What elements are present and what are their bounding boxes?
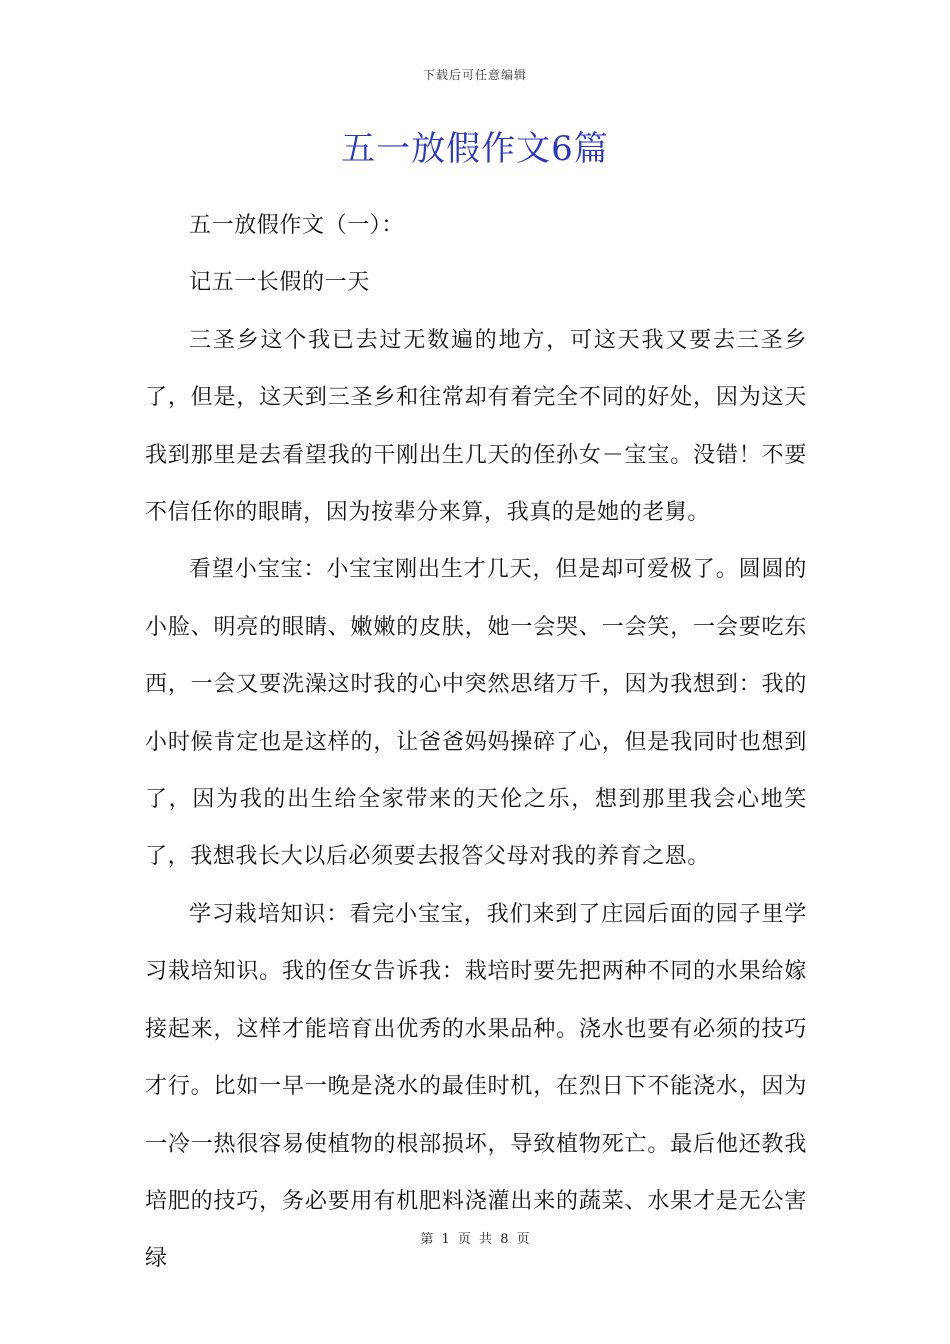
paragraph: 学习栽培知识：看完小宝宝，我们来到了庄园后面的园子里学习栽培知识。我的侄女告诉我：栽培时要先把两种不同的水果给嫁接起来，这样才能培育出优秀的水果品种。浇水也要有必须的技巧才行。比如一早一晚是浇水的最佳时机，在烈日下不能浇水，因为一冷一热很容易使植物的根部损坏，导致植物死亡。最后他还教我培肥的技巧，务必要用有机肥料浇灌出来的蔬菜、水果才是无公害绿 xyxy=(145,901,807,1272)
document-body xyxy=(145,197,807,1288)
paragraph: 三圣乡这个我已去过无数遍的地方，可这天我又要去三圣乡了，但是，这天到三圣乡和往常却有着完全不同的好处，因为这天我到那里是去看望我的干刚出生几天的侄孙女－宝宝。没错！不要不信任你的眼睛，因为按辈分来算，我真的是她的老舅。 xyxy=(145,327,807,526)
document-title: 五一放假作文6篇 xyxy=(341,129,609,169)
essay-title: 记五一长假的一天 xyxy=(189,270,370,296)
page-number-footer: 第 1 页 共 8 页 xyxy=(420,1232,530,1247)
header-note: 下载后可任意编辑 xyxy=(422,68,527,82)
section-heading: 五一放假作文（一）： xyxy=(189,213,405,238)
paragraph: 看望小宝宝：小宝宝刚出生才几天，但是却可爱极了。圆圆的小脸、明亮的眼睛、嫩嫩的皮肤，她一会哭、一会笑，一会要吃东西，一会又要洗澡这时我的心中突然思绪万千，因为我想到：我的小时候肯定也是这样的，让爸爸妈妈操碎了心，但是我同时也想到了，因为我的出生给全家带来的天伦之乐，想到那里我会心地笑了，我想我长大以后必须要去报答父母对我的养育之恩。 xyxy=(145,557,807,870)
